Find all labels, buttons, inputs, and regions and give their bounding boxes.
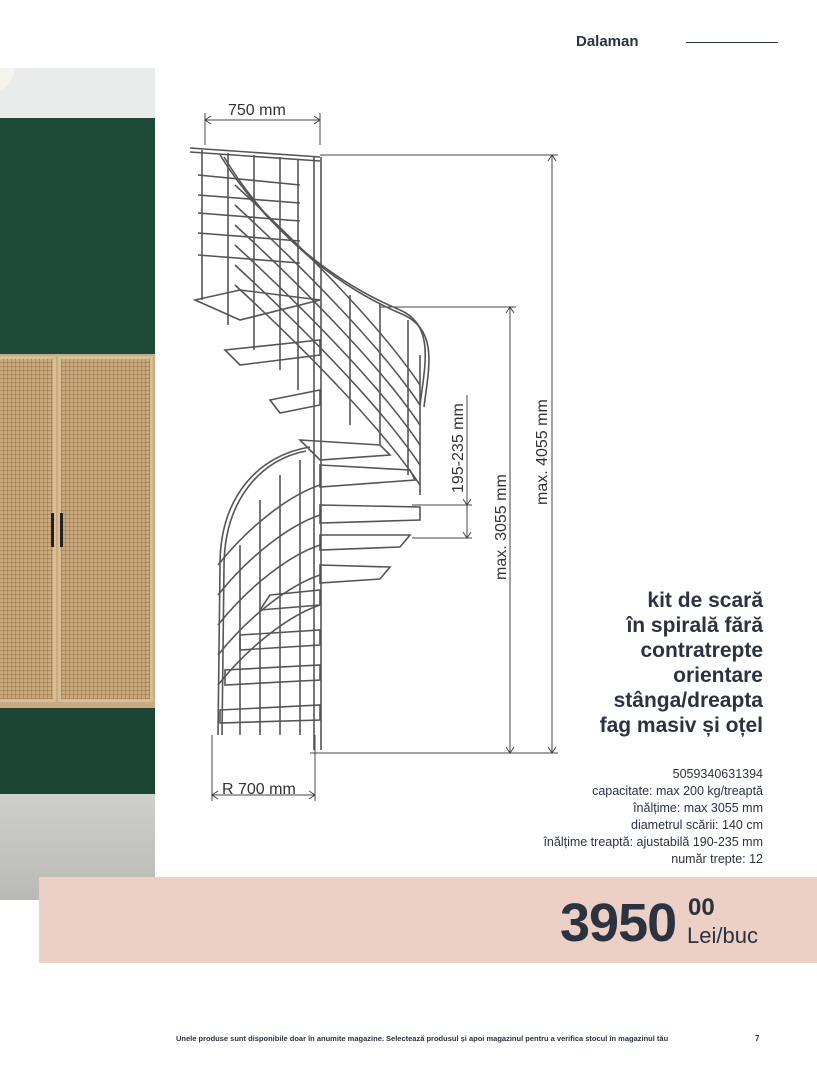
step-height-label: 195-235 mm	[450, 403, 467, 493]
title-line: fag masiv și oțel	[599, 714, 763, 737]
title-line: stânga/dreapta	[613, 689, 763, 712]
floor-height-label: max. 3055 mm	[493, 474, 510, 580]
title-line: kit de scară	[647, 589, 763, 612]
room-photo	[0, 68, 155, 900]
spec-line: număr trepte: 12	[671, 852, 763, 866]
product-title	[463, 588, 763, 738]
header-rule	[686, 42, 778, 43]
total-height-label: max. 4055 mm	[534, 399, 551, 505]
page-number: 7	[755, 1034, 760, 1043]
title-line: orientare	[673, 664, 763, 687]
radius-label: R 700 mm	[222, 781, 296, 798]
price-integer: 3950	[560, 893, 677, 953]
spec-line: diametrul scării: 140 cm	[631, 818, 763, 832]
spec-line: înălțime: max 3055 mm	[633, 801, 763, 815]
product-specs	[443, 766, 763, 868]
width-dimension-label: 750 mm	[228, 102, 286, 119]
stock-disclaimer: Unele produse sunt disponibile doar în anumite magazine. Selectează produsul și apoi magazinul pentru a verifica stocul în magazinul tău	[176, 1034, 669, 1043]
spec-line: capacitate: max 200 kg/treaptă	[592, 784, 763, 798]
title-line: contratrepte	[640, 639, 763, 662]
title-line: în spirală fără	[626, 614, 763, 637]
price-unit: Lei/buc	[687, 923, 758, 948]
brand-name: Dalaman	[576, 33, 639, 50]
spec-line: înălțime treaptă: ajustabilă 190-235 mm	[543, 835, 763, 849]
product-sku: 5059340631394	[672, 767, 763, 781]
price-decimals: 00	[688, 894, 715, 921]
